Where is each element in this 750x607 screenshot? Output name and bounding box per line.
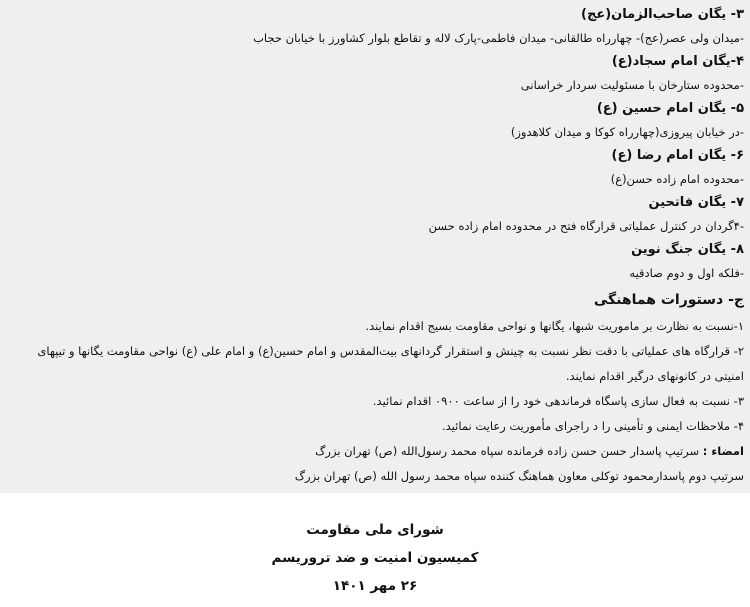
- coordination-item: ۲- قرارگاه های عملیاتی با دقت نظر نسبت به چینش و استقرار گردانهای بیت‌المقدس و امام حسین(ع) و امام علی (ع) نواحی مقاومت یگانها و تیپهای: [37, 344, 744, 358]
- unit-title: ۷- یگان فاتحین: [648, 195, 744, 210]
- unit-desc: -محدوده ستارخان با مسئولیت سردار خراسانی: [520, 78, 744, 92]
- unit-desc: -میدان ولی عصر(عج)- چهارراه طالقانی- میدان فاطمی-پارک لاله و تقاطع بلوار کشاورز با خیابان حجاب: [253, 31, 744, 45]
- coordination-item: ۳- نسبت به فعال سازی پاسگاه فرماندهی خود را از ساعت ۰۹۰۰ اقدام نمائید.: [372, 394, 744, 408]
- unit-title: ۸- یگان جنگ نوین: [631, 242, 744, 257]
- signature-line-1: [6, 439, 744, 464]
- coordination-item: امنیتی در کانونهای درگیر اقدام نمایند.: [565, 369, 744, 383]
- unit-title: ۴-یگان امام سجاد(ع): [611, 54, 744, 69]
- footer-committee: کمیسیون امنیت و ضد تروریسم: [271, 550, 479, 566]
- footer-org: شورای ملی مقاومت: [306, 522, 444, 538]
- coordination-heading: ج- دستورات هماهنگی: [593, 292, 744, 308]
- footer-date: ۲۶ مهر ۱۴۰۱: [332, 578, 418, 594]
- unit-desc: -محدوده امام زاده حسن(ع): [610, 172, 744, 186]
- unit-title: ۶- یگان امام رضا (ع): [611, 148, 744, 163]
- unit-title: ۳- یگان صاحب‌الزمان(عج): [581, 7, 744, 22]
- coordination-item: ۱-نسبت به نظارت بر ماموریت شبها، یگانها و نواحی مقاومت بسیج اقدام نمایند.: [365, 319, 744, 333]
- unit-desc: -فلکه اول و دوم صادقیه: [629, 266, 744, 280]
- coordination-item: ۴- ملاحظات ایمنی و تأمینی را د راجرای مأموریت رعایت نمائید.: [441, 419, 744, 433]
- signature-line-2: سرتیپ دوم پاسدارمحمود توکلی معاون هماهنگ کننده سپاه محمد رسول الله (ص) تهران بزرگ: [294, 469, 744, 483]
- footer: [0, 516, 750, 600]
- unit-desc: -۴گردان در کنترل عملیاتی قرارگاه فتح در محدوده امام زاده حسن: [428, 219, 744, 233]
- signature-text-1: سرتیپ پاسدار حسن حسن زاده فرمانده سپاه محمد رسول‌الله (ص) تهران بزرگ: [315, 444, 703, 458]
- unit-title: ۵- یگان امام حسین (ع): [596, 101, 744, 116]
- unit-desc: -در خیابان پیروزی(چهارراه کوکا و میدان کلاهدوز): [510, 125, 744, 139]
- signature-label: امضاء :: [702, 444, 744, 458]
